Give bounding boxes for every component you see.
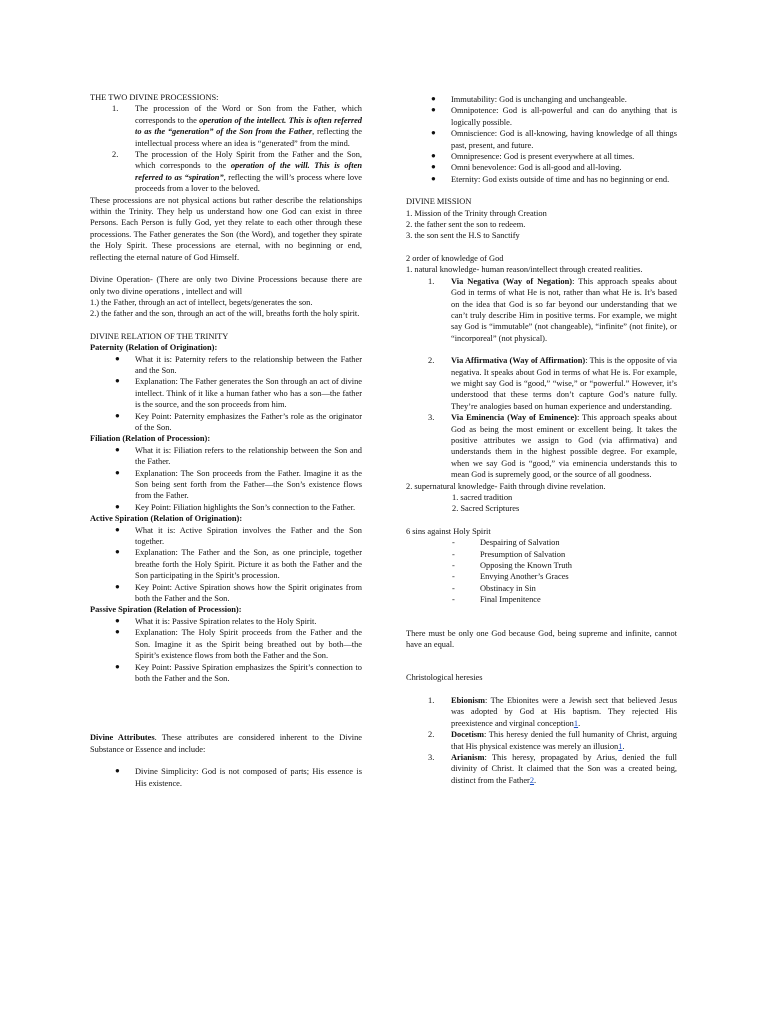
bullet-icon: ● (115, 581, 120, 591)
bullet-icon: ● (115, 467, 120, 477)
list-item: ● Explanation: The Father generates the Son through an act of divine intellect. Think of it like a human father who has a son—the father is the source, and the son proceeds from him. (115, 376, 362, 410)
bullet-icon: ● (115, 444, 120, 454)
knowledge-title: 2 order of knowledge of God (406, 253, 504, 263)
relation-list (90, 354, 362, 434)
procession-emphasis: operation of the will. This is often referred to as “spiration” (135, 161, 362, 182)
list-item: ● What it is: Paternity refers to the relationship between the Father and the Son. (115, 353, 362, 375)
list-number: 2. (112, 150, 119, 160)
list-item: ● Explanation: The Holy Spirit proceeds from the Father and the Son. Imagine it as the Spirit being breathed out by both—the Spirit’s existence flows from both the Father and the Son. (115, 627, 362, 661)
list-item: - Opposing the Known Truth (452, 561, 572, 571)
list-item: ● Key Point: Passive Spiration emphasizes the Spirit’s connection to both the Father and the Son. (115, 661, 362, 683)
footnote-link[interactable]: 1 (573, 718, 579, 728)
footnote-link[interactable]: 2 (529, 775, 535, 785)
list-item: - Final Impenitence (452, 595, 541, 605)
dash-icon: - (452, 561, 455, 571)
list-item: - Despairing of Salvation (452, 538, 560, 548)
relation-heading: Active Spiration (Relation of Origination): (90, 514, 243, 524)
list-item: - Presumption of Salvation (452, 549, 566, 559)
supernatural-knowledge: 2. supernatural knowledge- Faith through divine revelation. (406, 481, 606, 491)
procession-text: , reflecting the will’s process where love proceeds from a lover to the beloved. (135, 172, 362, 194)
dash-icon: - (452, 549, 455, 559)
way-item: 3. Via Eminencia (Way of Eminence): This approach speaks about God as being the most eminent or excellent being. It takes the positive attributes we assign to God (via affirmativa) and understands them in the highest possible degree. For example, when we say God is “good,” via eminencia understands this to mean God is supremely good, or the source of all goodness. (428, 413, 677, 480)
list-item: ● Eternity: God exists outside of time and has no beginning or end. (431, 173, 670, 184)
bullet-icon: ● (115, 627, 120, 637)
list-item: ● Explanation: The Son proceeds from the Father. Imagine it as the Son being sent forth from the Father—the Son’s existence flows from the Father. (115, 467, 362, 501)
bullet-icon: ● (431, 162, 436, 172)
way-item: 1. Via Negativa (Way of Negation): This approach speaks about God in terms of what He is not, rather than what He is. It’s based on the idea that God is so far beyond our understanding that we can’t truly describe Him in positive terms. For example, we might say God is “immutable” (not changeable), “infinite” (not finite), or “incorporeal” (not physical). (428, 276, 677, 343)
natural-knowledge: 1. natural knowledge- human reason/intellect through created realities. (406, 265, 643, 275)
right-column (406, 94, 677, 786)
bullet-icon: ● (431, 94, 436, 103)
one-god-paragraph: There must be only one God because God, being supreme and infinite, cannot have an equal. (406, 628, 677, 650)
attributes-list-start (90, 766, 362, 789)
list-item: - Envying Another’s Graces (452, 572, 569, 582)
bullet-icon: ● (115, 524, 120, 534)
bullet-icon: ● (115, 766, 120, 776)
dash-icon: - (452, 583, 455, 593)
procession-emphasis: operation of the intellect. This is often referred to as the “generation” of the Son from the Father (135, 115, 362, 137)
mission-title: DIVINE MISSION (406, 197, 472, 207)
processions-list (90, 103, 362, 194)
list-number: 2. (428, 356, 435, 366)
list-number: 2. (428, 730, 435, 740)
list-item: - Obstinacy in Sin (452, 583, 536, 593)
dash-icon: - (452, 595, 455, 605)
relation-heading: Filiation (Relation of Procession): (90, 434, 211, 444)
relation-list (90, 616, 362, 684)
list-item: ● Omni benevolence: God is all-good and all-loving. (431, 162, 622, 173)
relation-heading: Passive Spiration (Relation of Procession): (90, 605, 242, 615)
bullet-icon: ● (115, 547, 120, 557)
heresy-item: 3. Arianism: This heresy, propagated by Arius, denied the full divinity of Christ. It claimed that the Son was a created being, distinct from the Father2. (428, 752, 677, 785)
footnote-link[interactable]: 1 (618, 741, 623, 751)
way-item: 2. Via Affirmativa (Way of Affirmation): This is the opposite of via negativa. It speaks about God in terms of what He is. For example, we might say God is “good,” “wise,” or “powerful.” However, it’s understood that these terms don’t capture God’s nature fully. They’re analogies based on human experience and understanding. (428, 356, 677, 411)
relation-list (90, 445, 362, 513)
list-item: ● Key Point: Active Spiration shows how the Spirit originates from both the Father and the Son. (115, 581, 362, 604)
list-item: ● Key Point: Filiation highlights the Son’s connection to the Father. (115, 501, 356, 512)
supernatural-item: 2. Sacred Scriptures (452, 504, 520, 514)
procession-item (90, 103, 362, 149)
sins-list (406, 537, 677, 605)
relation-list (90, 525, 362, 605)
procession-item (90, 149, 362, 195)
sins-title: 6 sins against Holy Spirit (406, 526, 491, 536)
list-item: ● What it is: Active Spiration involves the Father and the Son together. (115, 524, 362, 547)
ways-list (406, 276, 677, 481)
bullet-icon: ● (431, 105, 436, 115)
left-column (90, 92, 362, 789)
heresies-list (406, 695, 677, 786)
processions-paragraph: These processions are not physical actions but rather describe the relationships within the Trinity. They help us understand how one God can exist in three Persons. Each Person is fully God, yet they relate to each other through these processions. The Father generates the Son (the Word), and together they spirate the Holy Spirit. These processions are eternal, with no beginning or end, reflecting the eternal nature of God Himself. (90, 195, 362, 262)
operation-line: 2.) the father and the son, through an act of the will, breaths forth the holy spirit. (90, 309, 360, 319)
list-item: ● What it is: Passive Spiration relates to the Holy Spirit. (115, 615, 317, 626)
dash-icon: - (452, 538, 455, 548)
bullet-icon: ● (115, 661, 120, 671)
bullet-icon: ● (115, 410, 120, 420)
bullet-icon: ● (431, 128, 436, 138)
relation-title: DIVINE RELATION OF THE TRINITY (90, 331, 229, 341)
bullet-icon: ● (431, 173, 436, 183)
heresy-item: 2. Docetism: This heresy denied the full humanity of Christ, arguing that His physical existence was merely an illusion1. (428, 730, 677, 751)
list-item: ● Immutability: God is unchanging and unchangeable. (431, 94, 627, 104)
attributes-list (406, 94, 677, 185)
list-item: ● Omnipotence: God is all-powerful and can do anything that is logically possible. (431, 105, 677, 127)
heresy-item: 1. Ebionism: The Ebionites were a Jewish sect that believed Jesus was adopted by God at His baptism. They rejected His preexistence and virginal conception1. (428, 695, 677, 728)
mission-line: 1. Mission of the Trinity through Creation (406, 208, 547, 218)
list-item: ● Omniscience: God is all-knowing, having knowledge of all things past, present, and future. (431, 128, 677, 150)
procession-text: , reflecting the intellectual process where an idea is “generated” from the mind. (135, 127, 362, 148)
list-number: 1. (428, 276, 435, 286)
mission-line: 2. the father sent the son to redeem. (406, 220, 526, 230)
processions-title: THE TWO DIVINE PROCESSIONS: (90, 93, 219, 102)
dash-icon: - (452, 572, 455, 582)
attributes-intro: Divine Attributes. These attributes are considered inherent to the Divine Substance or Essence and include: (90, 733, 362, 754)
bullet-icon: ● (115, 501, 120, 511)
list-number: 3. (428, 752, 435, 762)
list-item: ● Explanation: The Father and the Son, as one principle, together breathe forth the Holy Spirit. Picture it as both the Father and the Son participating in the Spirit’s procession. (115, 547, 362, 581)
operation-line: 1.) the Father, through an act of intellect, begets/generates the son. (90, 297, 313, 307)
relation-heading: Paternity (Relation of Origination): (90, 343, 218, 353)
list-item: ● Key Point: Paternity emphasizes the Father’s role as the originator of the Son. (115, 410, 362, 432)
list-number: 1. (112, 104, 119, 114)
list-number: 3. (428, 413, 435, 423)
supernatural-item: 1. sacred tradition (452, 493, 513, 502)
list-item: ● What it is: Filiation refers to the relationship between the Son and the Father. (115, 444, 362, 467)
operation-line: Divine Operation- (There are only two Divine Processions because there are only two divine operations , intellect and will (90, 275, 362, 296)
bullet-icon: ● (115, 376, 120, 386)
mission-line: 3. the son sent the H.S to Sanctify (406, 231, 520, 241)
procession-text: The procession of the Holy Spirit from the Father and the Son, which corresponds to the (135, 150, 362, 171)
procession-text: The procession of the Word or Son from the Father, which corresponds to the (135, 104, 362, 125)
bullet-icon: ● (115, 615, 120, 625)
bullet-icon: ● (431, 151, 436, 161)
heresies-title: Christological heresies (406, 673, 483, 683)
list-item: ● Omnipresence: God is present everywhere at all times. (431, 151, 635, 162)
bullet-icon: ● (115, 353, 120, 363)
list-number: 1. (428, 695, 435, 705)
list-item: ● Divine Simplicity: God is not composed of parts; His essence is His existence. (115, 766, 362, 788)
